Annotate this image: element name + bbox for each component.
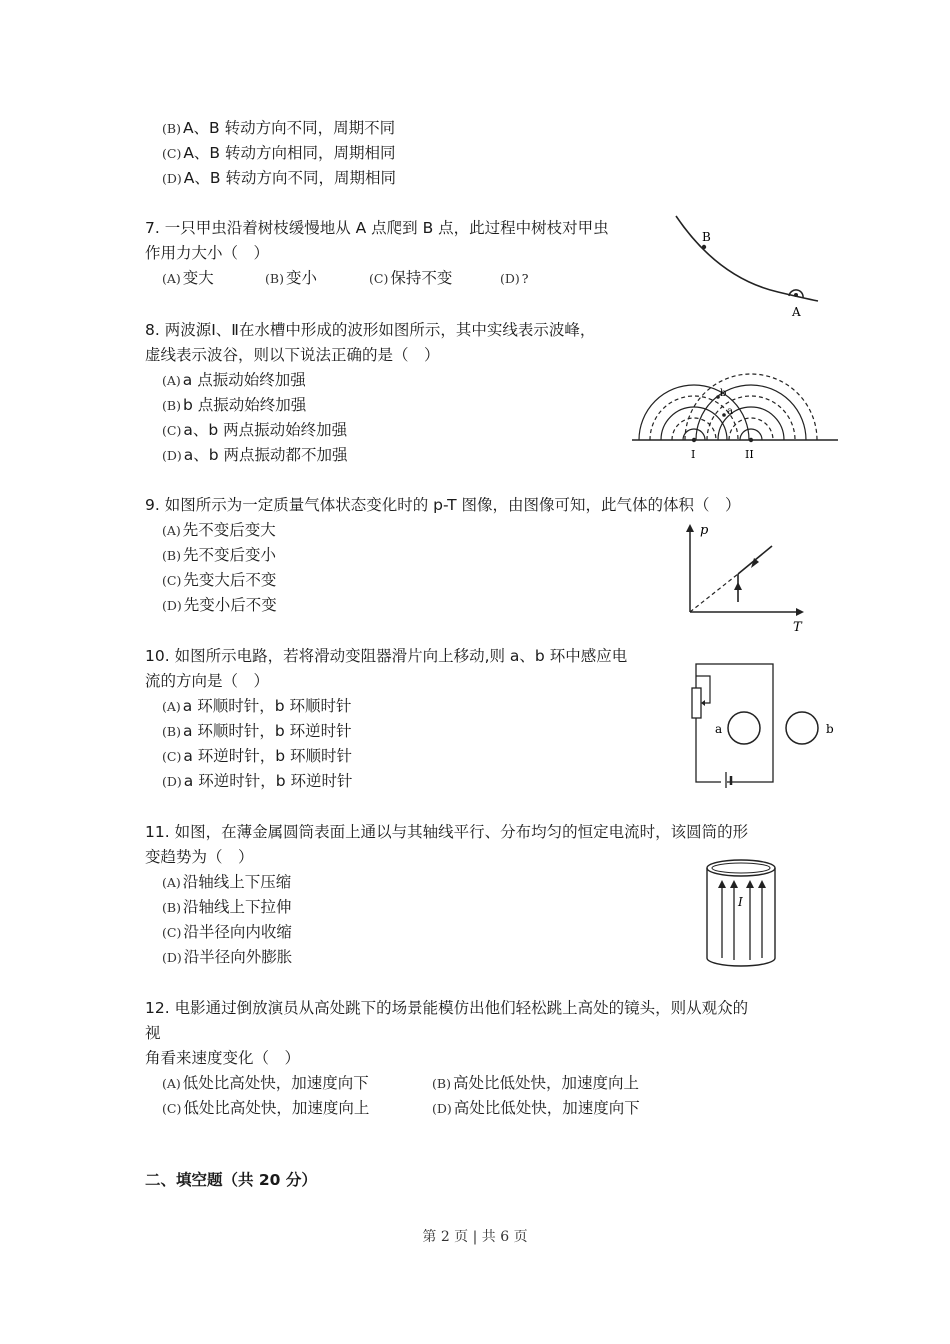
label-b: B [702, 230, 711, 244]
q10-option-c[interactable]: (C) a 环逆时针，b 环顺时针 [162, 747, 353, 765]
q9-option-a[interactable]: (A) 先不变后变大 [162, 521, 276, 539]
circuit-loop [696, 664, 773, 782]
q11-stem-line1: 11. 如图，在薄金属圆筒表面上通以与其轴线平行、分布均匀的恒定电流时，该圆筒的形 [145, 823, 749, 841]
q8-option-c[interactable]: (C) a、b 两点振动始终加强 [162, 421, 348, 439]
q12-option-a[interactable]: (A) 低处比高处快，加速度向下 [162, 1074, 369, 1092]
q11-option-a[interactable]: (A) 沿轴线上下压缩 [162, 873, 292, 891]
q11-stem-line2: 变趋势为（ ） [145, 848, 254, 866]
page-footer: 第 2 页 | 共 6 页 [422, 1229, 528, 1245]
source-2-dot [749, 438, 753, 442]
q12-option-d[interactable]: (D) 高处比低处快，加速度向下 [432, 1099, 640, 1117]
label-current: I [738, 895, 743, 909]
q7-option-a[interactable]: (A) 变大 [162, 269, 214, 287]
q8-option-d[interactable]: (D) a、b 两点振动都不加强 [162, 446, 348, 464]
q7-stem-line2: 作用力大小（ ） [145, 244, 270, 262]
label-t: T [793, 620, 802, 635]
q7-option-d[interactable]: (D) ? [500, 271, 529, 286]
q11-option-b[interactable]: (B) 沿轴线上下拉伸 [162, 898, 292, 916]
q6-option-d[interactable]: (D) A、B 转动方向不同，周期相同 [162, 169, 396, 187]
label-point-b: b [720, 388, 727, 399]
point-a-dot [722, 413, 726, 417]
q8-stem-line2: 虚线表示波谷，则以下说法正确的是（ ） [145, 346, 440, 364]
q8-wave-figure [628, 372, 842, 464]
extension-line [690, 574, 738, 612]
q11-option-d[interactable]: (D) 沿半径向外膨胀 [162, 948, 293, 966]
q8-option-b[interactable]: (B) b 点振动始终加强 [162, 396, 307, 414]
section-heading-fill-in: 二、填空题（共 20 分） [145, 1171, 317, 1189]
ring-b [786, 712, 818, 744]
q12-stem-line3: 角看来速度变化（ ） [145, 1049, 301, 1067]
q12-stem-line1: 12. 电影通过倒放演员从高处跳下的场景能模仿出他们轻松跳上高处的镜头，则从观众的 [145, 999, 749, 1017]
q10-circuit-figure [688, 656, 840, 788]
cylinder-bottom [707, 958, 775, 966]
q12-option-b[interactable]: (B) 高处比低处快，加速度向上 [432, 1074, 639, 1092]
q6-option-b[interactable]: (B) A、B 转动方向不同，周期不同 [162, 119, 396, 137]
source-1-dot [692, 438, 696, 442]
q11-cylinder-figure [700, 854, 786, 970]
q10-option-b[interactable]: (B) a 环顺时针，b 环逆时针 [162, 722, 352, 740]
q10-option-a[interactable]: (A) a 环顺时针，b 环顺时针 [162, 697, 352, 715]
label-a: A [792, 305, 801, 319]
q11-option-c[interactable]: (C) 沿半径向内收缩 [162, 923, 292, 941]
label-point-a: a [727, 406, 733, 417]
ring-a [728, 712, 760, 744]
q9-stem-line1: 9. 如图所示为一定质量气体状态变化时的 p-T 图像，由图像可知，此气体的体积（ ） [145, 496, 741, 514]
cylinder-top [707, 860, 775, 876]
q8-stem-line1: 8. 两波源Ⅰ、Ⅱ在水槽中形成的波形如图所示，其中实线表示波峰， [145, 321, 596, 339]
q12-stem-line2: 视 [145, 1024, 161, 1042]
label-source-1: I [691, 448, 696, 461]
q7-branch-figure [668, 208, 828, 323]
q10-option-d[interactable]: (D) a 环逆时针，b 环逆时针 [162, 772, 353, 790]
q6-option-c[interactable]: (C) A、B 转动方向相同，周期相同 [162, 144, 396, 162]
q7-option-c[interactable]: (C) 保持不变 [369, 269, 453, 287]
q7-option-b[interactable]: (B) 变小 [265, 269, 317, 287]
q7-stem-line1: 7. 一只甲虫沿着树枝缓慢地从 A 点爬到 B 点，此过程中树枝对甲虫 [145, 219, 609, 237]
q10-stem-line2: 流的方向是（ ） [145, 672, 270, 690]
q12-option-c[interactable]: (C) 低处比高处快，加速度向上 [162, 1099, 370, 1117]
q9-pt-graph [678, 518, 813, 636]
rheostat-icon [692, 688, 701, 718]
q8-option-a[interactable]: (A) a 点振动始终加强 [162, 371, 306, 389]
q9-option-b[interactable]: (B) 先不变后变小 [162, 546, 276, 564]
q9-option-c[interactable]: (C) 先变大后不变 [162, 571, 277, 589]
branch-curve [676, 216, 818, 301]
label-p: p [700, 523, 709, 538]
label-ring-b: b [826, 722, 834, 736]
point-b-dot [702, 245, 706, 249]
label-source-2: II [745, 448, 754, 461]
q10-stem-line1: 10. 如图所示电路，若将滑动变阻器滑片向上移动,则 a、b 环中感应电 [145, 647, 628, 665]
label-ring-a: a [715, 722, 723, 736]
q9-option-d[interactable]: (D) 先变小后不变 [162, 596, 277, 614]
